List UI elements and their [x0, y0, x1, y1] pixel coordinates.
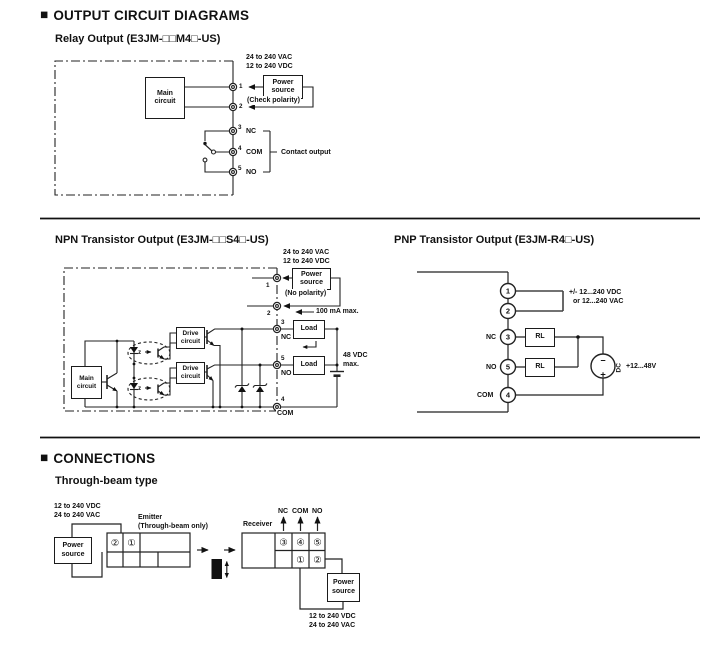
emitter-label: Emitter (Through-beam only): [138, 514, 208, 530]
receiver-terminal-3: ③: [279, 537, 288, 549]
relay-contact-bracket: [263, 131, 277, 172]
relay-no-label: NO: [246, 169, 257, 176]
pnp-load-box-no: RL: [525, 358, 555, 377]
pnp-load-box-nc: RL: [525, 328, 555, 347]
relay-switch-wires: [205, 131, 233, 172]
through-beam-title: Through-beam type: [55, 475, 158, 487]
npn-terminal-1-number: 1: [266, 282, 270, 289]
relay-terminal-1-number: 1: [239, 83, 243, 90]
receiver-supply-rating: 12 to 240 VDC 24 to 240 VAC: [309, 613, 356, 629]
relay-check-polarity: (Check polarity): [247, 97, 300, 104]
pnp-title: PNP Transistor Output (E3JM-R4□-US): [394, 234, 595, 246]
emitter-terminal-1: ①: [127, 538, 136, 549]
receiver-nc-label: NC: [278, 508, 289, 515]
relay-title: Relay Output (E3JM-□□M4□-US): [55, 33, 221, 45]
emitter-power-source-box: Power source: [54, 537, 92, 564]
npn-voltage-note: 48 VDC max.: [343, 352, 368, 368]
emitter-terminal-2: ②: [110, 538, 120, 549]
pnp-com-label: COM: [477, 392, 494, 399]
receiver-terminal-1: ①: [296, 554, 305, 566]
relay-terminal-5-number: 5: [238, 165, 242, 172]
npn-current-note: 100 mA max.: [316, 308, 359, 315]
pnp-terminal-1-number: 1: [505, 286, 511, 296]
npn-main-circuit-box: Main circuit: [71, 366, 102, 399]
npn-load-box-nc: Load: [293, 320, 325, 339]
receiver-terminal-5: ⑤: [313, 537, 322, 549]
section-title-connections: ■ CONNECTIONS: [40, 450, 156, 466]
npn-no-label: NO: [281, 370, 292, 377]
pnp-terminal-4-number: 4: [505, 390, 511, 400]
relay-terminal-2-number: 2: [239, 103, 243, 110]
npn-drive-circuit-box-1: Drive circuit: [176, 327, 205, 349]
relay-terminal-4-number: 4: [238, 145, 242, 152]
npn-no-polarity: (No polarity): [285, 290, 327, 297]
relay-switch-pivot: [212, 150, 216, 154]
npn-power-source-box: Power source: [292, 268, 331, 290]
npn-terminal-4-number: 4: [281, 396, 285, 403]
relay-supply-rating: 24 to 240 VAC 12 to 240 VDC: [246, 54, 293, 70]
npn-load-box-no: Load: [293, 356, 325, 375]
emitter-power-wire-top: [72, 524, 121, 537]
relay-com-label: COM: [246, 149, 263, 156]
pnp-terminal-5-number: 5: [505, 362, 511, 372]
pnp-terminal-3-number: 3: [505, 332, 511, 342]
relay-power-source-box: Power source: [263, 75, 303, 99]
section-title-output-circuits: ■ OUTPUT CIRCUIT DIAGRAMS: [40, 7, 250, 23]
npn-title: NPN Transistor Output (E3JM-□□S4□-US): [55, 234, 269, 246]
relay-housing-outline: [55, 61, 233, 195]
relay-nc-label: NC: [246, 128, 257, 135]
pnp-no-label: NO: [486, 364, 497, 371]
emitter-terminal-block: [107, 533, 190, 567]
receiver-terminal-4: ④: [296, 537, 305, 549]
npn-terminal-2-number: 2: [267, 310, 271, 317]
section-bullet-icon: ■: [40, 7, 49, 22]
pnp-dc-voltage: +12...48V: [626, 363, 657, 370]
npn-com-label: COM: [277, 410, 294, 417]
receiver-power-source-box: Power source: [327, 573, 360, 602]
npn-zener-1: [235, 329, 249, 407]
npn-opto-zener-label-2: z: [138, 385, 142, 392]
relay-main-circuit-box: Main circuit: [145, 77, 185, 119]
pnp-terminal-2-number: 2: [505, 306, 511, 316]
relay-terminal-3-number: 3: [238, 124, 242, 131]
receiver-power-wire-top: [325, 559, 342, 573]
npn-nc-label: NC: [281, 334, 292, 341]
pnp-supply-bracket: [516, 291, 563, 311]
npn-drive-circuit-box-2: Drive circuit: [176, 362, 205, 384]
npn-return-arrow: [303, 341, 316, 347]
relay-no-contact: [203, 158, 207, 162]
relay-switch-arm: [205, 144, 212, 151]
receiver-label: Receiver: [243, 521, 273, 528]
npn-supply-rating: 24 to 240 VAC 12 to 240 VDC: [283, 249, 330, 265]
receiver-com-label: COM: [292, 508, 309, 515]
receiver-terminal-2: ②: [313, 554, 322, 566]
npn-opto-zener-label-1: z: [138, 349, 142, 356]
minus-sign: −: [600, 355, 606, 366]
pnp-supply-rating: +/- 12...240 VDC or 12...240 VAC: [569, 289, 624, 305]
plus-sign: +: [600, 369, 606, 381]
pnp-dc-label: DC: [615, 363, 623, 373]
receiver-no-label: NO: [312, 508, 323, 515]
relay-contact-output-label: Contact output: [281, 149, 331, 156]
beam-object: [212, 559, 223, 579]
npn-zener-2: [253, 365, 267, 407]
pnp-nc-label: NC: [486, 334, 497, 341]
emitter-supply-rating: 12 to 240 VDC 24 to 240 VAC: [54, 503, 101, 519]
npn-terminal-3-number: 3: [281, 319, 285, 326]
npn-terminal-5-number: 5: [281, 355, 285, 362]
section-bullet-icon: ■: [40, 450, 49, 465]
